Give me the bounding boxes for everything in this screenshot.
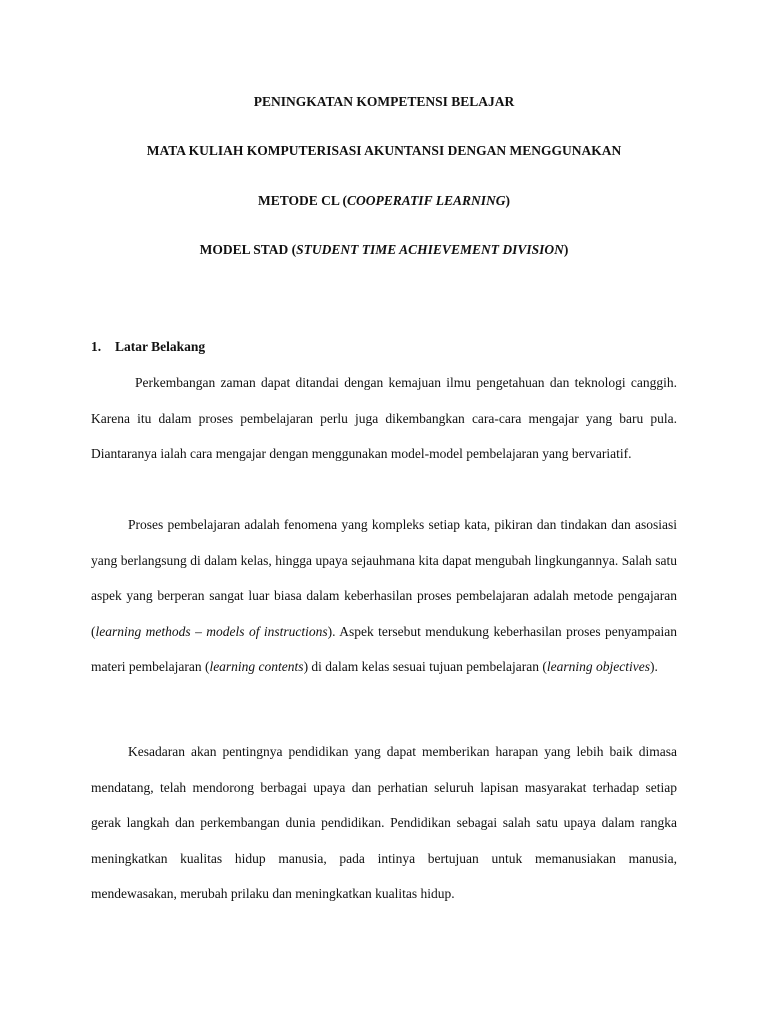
title-line-3 [0, 191, 768, 211]
title-text-4-suffix: ) [563, 242, 569, 257]
paragraph-2 [91, 507, 677, 685]
section-number: 1. [91, 339, 102, 354]
title-text-1: PENINGKATAN KOMPETENSI BELAJAR [253, 94, 515, 109]
title-text-4-italic: STUDENT TIME ACHIEVEMENT DIVISION [296, 242, 564, 257]
paragraph-3 [91, 734, 677, 912]
title-line-1 [0, 92, 768, 112]
title-text-4-prefix: MODEL STAD ( [199, 242, 297, 257]
paragraph-2-italic-2: learning contents [209, 659, 304, 674]
paragraph-2-text-c: ) di dalam kelas sesuai tujuan pembelajaran ( [303, 659, 547, 674]
title-text-3-italic: COOPERATIF LEARNING [347, 193, 506, 208]
paragraph-2-text-d: ). [649, 659, 658, 674]
paragraph-2-text-a: Proses pembelajaran adalah fenomena yang kompleks setiap kata, pikiran dan tindakan dan asosiasi yang berlangsung di dalam kelas, hingga upaya sejauhmana kita dapat mengubah lingkungannya. Salah satu aspek yang berperan sangat luar biasa dalam keberhasilan proses pembelajaran adalah metode pengajaran ( [91, 517, 677, 639]
title-text-2: MATA KULIAH KOMPUTERISASI AKUNTANSI DENGAN MENGGUNAKAN [146, 143, 622, 158]
paragraph-3-text: Kesadaran akan pentingnya pendidikan yang dapat memberikan harapan yang lebih baik dimasa mendatang, telah mendorong berbagai upaya dan perhatian seluruh lapisan masyarakat terhadap setiap gerak langkah dan perkembangan dunia pendidikan. Pendidikan sebagai salah satu upaya dalam rangka meningkatkan kualitas hidup manusia, pada intinya bertujuan untuk memanusiakan manusia, mendewasakan, merubah prilaku dan meningkatkan kualitas hidup. [91, 744, 677, 901]
title-line-4 [0, 240, 768, 260]
paragraph-1-text: Perkembangan zaman dapat ditandai dengan kemajuan ilmu pengetahuan dan teknologi canggih. Karena itu dalam proses pembelajaran perlu juga dikembangkan cara-cara mengajar yang baru pula. Diantaranya ialah cara mengajar dengan menggunakan model-model pembelajaran yang bervariatif. [91, 375, 677, 461]
paragraph-1 [91, 365, 677, 472]
title-text-3-prefix: METODE CL ( [258, 193, 348, 208]
paragraph-2-italic-1: learning methods – models of instructions [95, 623, 328, 639]
section-title: Latar Belakang [115, 339, 206, 354]
paragraph-2-italic-3: learning objectives [546, 659, 650, 674]
title-text-3-suffix: ) [505, 193, 510, 208]
paragraph-2-text-b: ). Aspek tersebut mendukung keberhasilan proses penyampaian materi pembelajaran ( [91, 623, 677, 674]
section-heading [91, 337, 205, 357]
title-line-2 [0, 141, 768, 161]
